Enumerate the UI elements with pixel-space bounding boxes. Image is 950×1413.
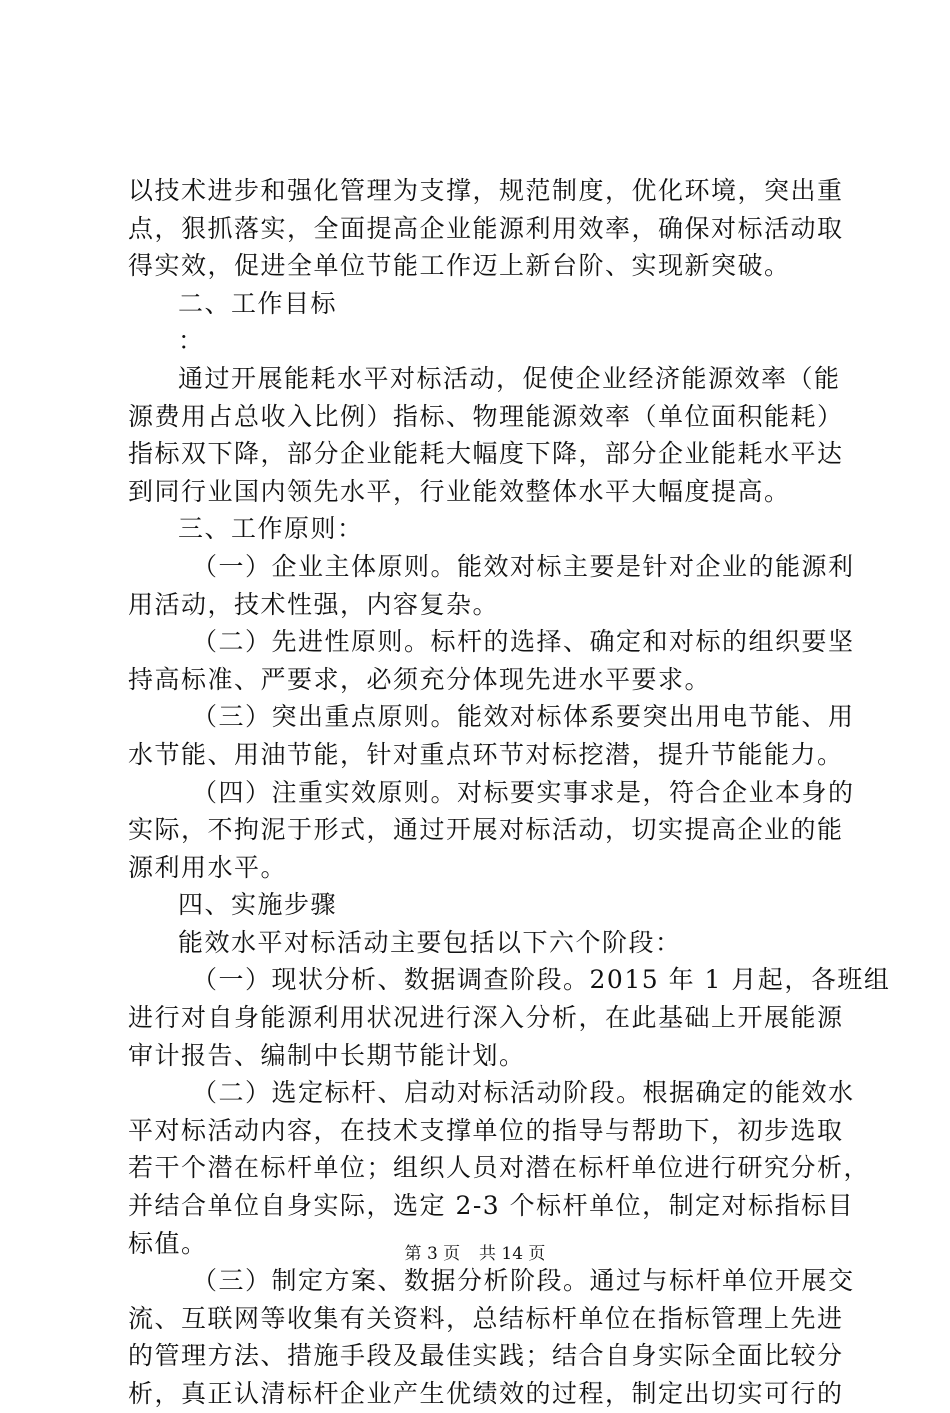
text-line: 水节能、用油节能，针对重点环节对标挖潜，提升节能能力。 [128, 739, 844, 769]
text-line: （三）突出重点原则。能效对标体系要突出用电节能、用 [192, 702, 855, 732]
text-line: 流、互联网等收集有关资料，总结标杆单位在指标管理上先进 [128, 1303, 844, 1333]
text-line: 源费用占总收入比例）指标、物理能源效率（单位面积能耗） [128, 401, 844, 431]
text-line: ： [178, 326, 205, 356]
text-line: 的管理方法、措施手段及最佳实践；结合自身实际全面比较分 [128, 1341, 844, 1371]
text-line: 进行对自身能源利用状况进行深入分析，在此基础上开展能源 [128, 1003, 844, 1033]
text-line: 并结合单位自身实际，选定 2-3 个标杆单位，制定对标指标目 [128, 1191, 855, 1221]
text-line: 以技术进步和强化管理为支撑，规范制度，优化环境，突出重 [128, 176, 844, 205]
text-line: 能效水平对标活动主要包括以下六个阶段： [178, 927, 682, 957]
text-line: 指标双下降，部分企业能耗大幅度下降，部分企业能耗水平达 [128, 439, 844, 469]
page-number: 第 3 页 [404, 1244, 461, 1264]
text-line: 源利用水平。 [128, 852, 288, 882]
text-line: （四）注重实效原则。对标要实事求是，符合企业本身的 [192, 777, 855, 807]
text-line: 析，真正认清标杆企业产生优绩效的过程，制定出切实可行的 [128, 1379, 844, 1408]
text-line: 四、实施步骤 [178, 890, 338, 920]
text-line: （二）先进性原则。标杆的选择、确定和对标的组织要坚 [192, 627, 855, 657]
document-body [128, 172, 891, 1413]
text-line: 二、工作目标 [178, 288, 338, 318]
text-line: 到同行业国内领先水平，行业能效整体水平大幅度提高。 [128, 476, 791, 506]
page-total: 共 14 页 [478, 1244, 546, 1264]
text-line: 审计报告、编制中长期节能计划。 [128, 1040, 526, 1070]
text-line: 标值。 [128, 1228, 208, 1258]
text-line: 三、工作原则： [178, 514, 364, 544]
text-line: 用活动，技术性强，内容复杂。 [128, 589, 500, 619]
text-line: （二）选定标杆、启动对标活动阶段。根据确定的能效水 [192, 1078, 855, 1108]
text-line: （三）制定方案、数据分析阶段。通过与标杆单位开展交 [192, 1266, 855, 1296]
text-line: 得实效，促进全单位节能工作迈上新台阶、实现新突破。 [128, 251, 791, 281]
text-line: 持高标准、严要求，必须充分体现先进水平要求。 [128, 664, 712, 694]
text-line: （一）企业主体原则。能效对标主要是针对企业的能源利 [192, 551, 855, 581]
text-line: 实际，不拘泥于形式，通过开展对标活动，切实提高企业的能 [128, 815, 844, 845]
text-line: 平对标活动内容，在技术支撑单位的指导与帮助下，初步选取 [128, 1115, 844, 1145]
text-line: 点，狠抓落实，全面提高企业能源利用效率，确保对标活动取 [128, 213, 844, 243]
text-line: 若干个潜在标杆单位；组织人员对潜在标杆单位进行研究分析， [128, 1153, 871, 1183]
page-footer [0, 1243, 950, 1265]
text-line: 通过开展能耗水平对标活动，促使企业经济能源效率（能 [178, 363, 841, 393]
text-line: （一）现状分析、数据调查阶段。2015 年 1 月起，各班组 [192, 965, 891, 995]
